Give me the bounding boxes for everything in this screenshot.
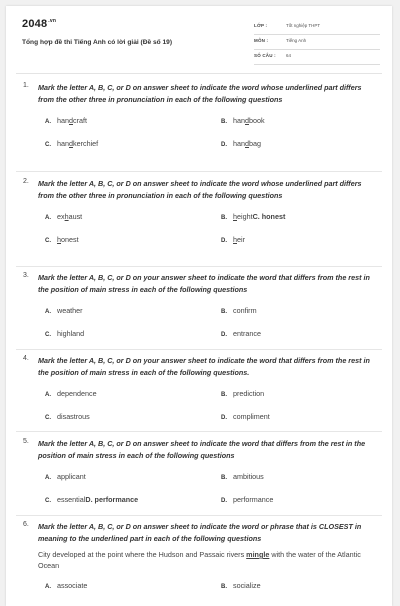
meta-value: Tốt nghiệp THPT [286,23,321,28]
question-4 [16,355,382,431]
meta-value: 64 [286,53,292,58]
option-grid [16,385,382,431]
meta-row-subject [254,35,380,50]
option-grid [16,302,382,348]
option-b[interactable]: B. heightC. honest [221,212,286,221]
question-number: 2. [23,178,29,185]
option-a[interactable]: A. exhaust [45,212,83,221]
question-3 [16,272,382,348]
option-b[interactable]: B. socialize [221,581,261,590]
option-c[interactable]: C. essentialD. performance [45,495,139,504]
site-logo[interactable] [22,18,56,30]
question-stem: Mark the letter A, B, C, or D on answer sheet to indicate the word whose underlined part differs from the other three in pronunciation in each of the following questions [38,179,362,200]
option-c[interactable]: C. highland [45,329,85,338]
meta-table [254,20,380,65]
option-c-extra: D. performance [85,495,139,504]
question-stem: Mark the letter A, B, C, or D on answer sheet to indicate the word that differs from the rest in the position of main stress in each of the following questions [38,439,366,460]
option-c[interactable]: C. handkerchief [45,139,99,148]
question-number: 5. [23,438,29,445]
option-b[interactable]: B. handbook [221,116,265,125]
option-grid [16,577,382,606]
document-page [6,6,392,606]
option-d[interactable]: D. heir [221,235,245,244]
question-separator [16,171,382,172]
question-1 [16,82,382,158]
option-c[interactable]: C. honest [45,235,79,244]
question-number: 6. [23,521,29,528]
option-d[interactable]: D. entrance [221,329,261,338]
underlined-word: mingle [246,550,270,559]
meta-key: LỚP : [254,23,268,28]
header-divider [16,73,382,74]
meta-key: SỐ CÂU : [254,53,276,58]
logo-text: 2048 [22,18,48,30]
option-b[interactable]: B. ambitious [221,472,264,481]
logo-suffix: .vn [48,18,57,24]
option-a[interactable]: A. handcraft [45,116,87,125]
meta-row-grade [254,20,380,35]
question-separator [16,515,382,516]
question-5 [16,438,382,514]
question-6 [16,521,382,606]
question-number: 3. [23,272,29,279]
meta-value: Tiếng Anh [286,38,307,43]
document-header [6,6,392,68]
option-b[interactable]: B. confirm [221,306,257,315]
option-c[interactable]: C. disastrous [45,412,90,421]
question-stem: Mark the letter A, B, C, or D on answer sheet to indicate the word or phrase that is CLOSEST in meaning to the underlined part in each of the following questions [38,522,362,543]
question-number: 4. [23,355,29,362]
option-d[interactable]: D. handbag [221,139,261,148]
doc-title: Tổng hợp đề thi Tiếng Anh có lời giải (Đề số 19) [22,39,173,46]
question-stem: Mark the letter A, B, C, or D on answer sheet to indicate the word whose underlined part differs from the other three in pronunciation in each of the following questions [38,83,362,104]
question-stem: Mark the letter A, B, C, or D on your answer sheet to indicate the word that differs from the rest in the position of main stress in each of the following questions [38,273,370,294]
option-grid [16,468,382,514]
question-separator [16,349,382,350]
meta-key: MÔN : [254,38,269,43]
question-separator [16,431,382,432]
option-grid [16,112,382,158]
question-sentence: City developed at the point where the Hudson and Passaic rivers mingle with the water of the Atlantic Ocean [38,550,361,570]
option-a[interactable]: A. applicant [45,472,86,481]
question-separator [16,266,382,267]
question-stem: Mark the letter A, B, C, or D on your answer sheet to indicate the word that differs from the rest in the position of main stress in each of the following questions. [38,356,370,377]
question-2 [16,178,382,254]
option-a[interactable]: A. associate [45,581,88,590]
option-b[interactable]: B. prediction [221,389,265,398]
option-a[interactable]: A. dependence [45,389,97,398]
option-a[interactable]: A. weather [45,306,83,315]
question-number: 1. [23,82,29,89]
meta-row-count [254,50,380,65]
option-d[interactable]: D. performance [221,495,274,504]
option-b-extra: C. honest [252,212,286,221]
option-d[interactable]: D. compliment [221,412,270,421]
option-grid [16,208,382,254]
